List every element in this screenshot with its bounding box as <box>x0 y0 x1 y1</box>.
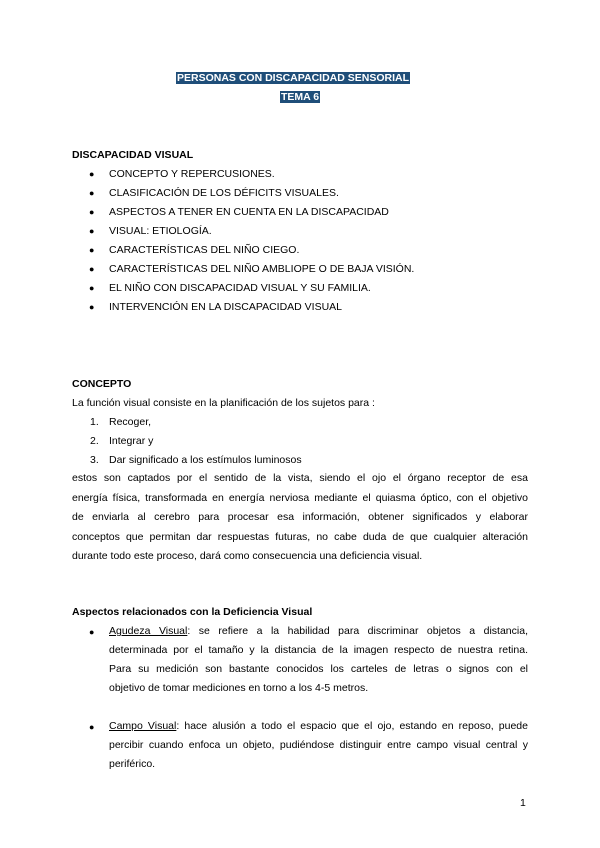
page-number: 1 <box>520 797 526 809</box>
aspectos-heading: Aspectos relacionados con la Deficiencia Visual <box>72 606 313 618</box>
concepto-paragraph <box>72 469 528 567</box>
bullet-icon: ● <box>89 207 95 217</box>
index-item: CARACTERÍSTICAS DEL NIÑO AMBLIOPE O DE BAJA VISIÓN. <box>109 263 415 275</box>
bullet-icon: ● <box>89 722 95 732</box>
subtitle-highlight: TEMA 6 <box>281 91 320 103</box>
bullet-icon: ● <box>89 188 95 198</box>
index-item: INTERVENCIÓN EN LA DISCAPACIDAD VISUAL <box>109 301 343 313</box>
agudeza-line: objetivo de tomar mediciones en torno a los 4-5 metros. <box>109 682 369 694</box>
bullet-icon: ● <box>89 627 95 637</box>
agudeza-item <box>109 622 528 698</box>
paragraph-line: conceptos que permitan dar respuestas futuras, no cabe duda de que cualquier alteración <box>72 530 528 543</box>
agudeza-term: Agudeza Visual <box>109 625 188 637</box>
bullet-icon: ● <box>89 302 95 312</box>
agudeza-first-line <box>109 622 528 641</box>
bullet-icon: ● <box>89 169 95 179</box>
index-item: ASPECTOS A TENER EN CUENTA EN LA DISCAPACIDAD <box>109 206 389 218</box>
step-text: Dar significado a los estímulos luminosos <box>109 454 302 466</box>
paragraph-line: durante todo este proceso, dará como consecuencia una deficiencia visual. <box>72 550 423 563</box>
bullet-icon: ● <box>89 264 95 274</box>
campo-item <box>109 717 528 774</box>
index-item: VISUAL: ETIOLOGÍA. <box>109 225 212 237</box>
index-item: EL NIÑO CON DISCAPACIDAD VISUAL Y SU FAMILIA. <box>109 282 371 294</box>
step-text: Integrar y <box>109 435 154 447</box>
bullet-icon: ● <box>89 245 95 255</box>
index-item: CLASIFICACIÓN DE LOS DÉFICITS VISUALES. <box>109 187 339 199</box>
index-item: CARACTERÍSTICAS DEL NIÑO CIEGO. <box>109 244 300 256</box>
step-number: 1. <box>90 416 99 428</box>
agudeza-line: determinada por el tamaño y la distancia de la imagen respecto de nuestra retina. <box>109 644 528 656</box>
document-title <box>176 72 410 84</box>
step-number: 2. <box>90 435 99 447</box>
paragraph-line: estos son captados por el sentido de la vista, siendo el ojo el órgano receptor de esa <box>72 472 528 484</box>
step-text: Recoger, <box>109 416 152 428</box>
campo-first-rest: : hace alusión a todo el espacio que el ojo, estando en reposo, puede <box>176 720 528 732</box>
index-heading: DISCAPACIDAD VISUAL <box>72 149 194 161</box>
campo-term: Campo Visual <box>109 720 177 732</box>
agudeza-line: Para su medición son bastante conocidos los carteles de letras o signos con el <box>109 663 528 675</box>
paragraph-line: de enviarla al cerebro para procesar esa información, obtener significados y elaborar <box>72 511 528 524</box>
agudeza-first-rest: : se refiere a la habilidad para discriminar objetos a distancia, <box>187 625 528 637</box>
title-highlight: PERSONAS CON DISCAPACIDAD SENSORIAL <box>177 72 409 84</box>
index-item: CONCEPTO Y REPERCUSIONES. <box>109 168 275 180</box>
paragraph-line: energía física, transformada en energía nerviosa mediante el quiasma óptico, con el objetivo <box>72 491 528 504</box>
bullet-icon: ● <box>89 283 95 293</box>
campo-line: percibir cuando enfoca un objeto, pudiéndose distinguir entre campo visual central y <box>109 739 528 751</box>
bullet-icon: ● <box>89 226 95 236</box>
document-subtitle <box>280 91 320 103</box>
campo-first-line <box>109 717 528 736</box>
step-number: 3. <box>90 454 99 466</box>
concepto-heading: CONCEPTO <box>72 378 132 390</box>
campo-line: periférico. <box>109 758 156 770</box>
concepto-intro: La función visual consiste en la planificación de los sujetos para : <box>72 397 375 409</box>
